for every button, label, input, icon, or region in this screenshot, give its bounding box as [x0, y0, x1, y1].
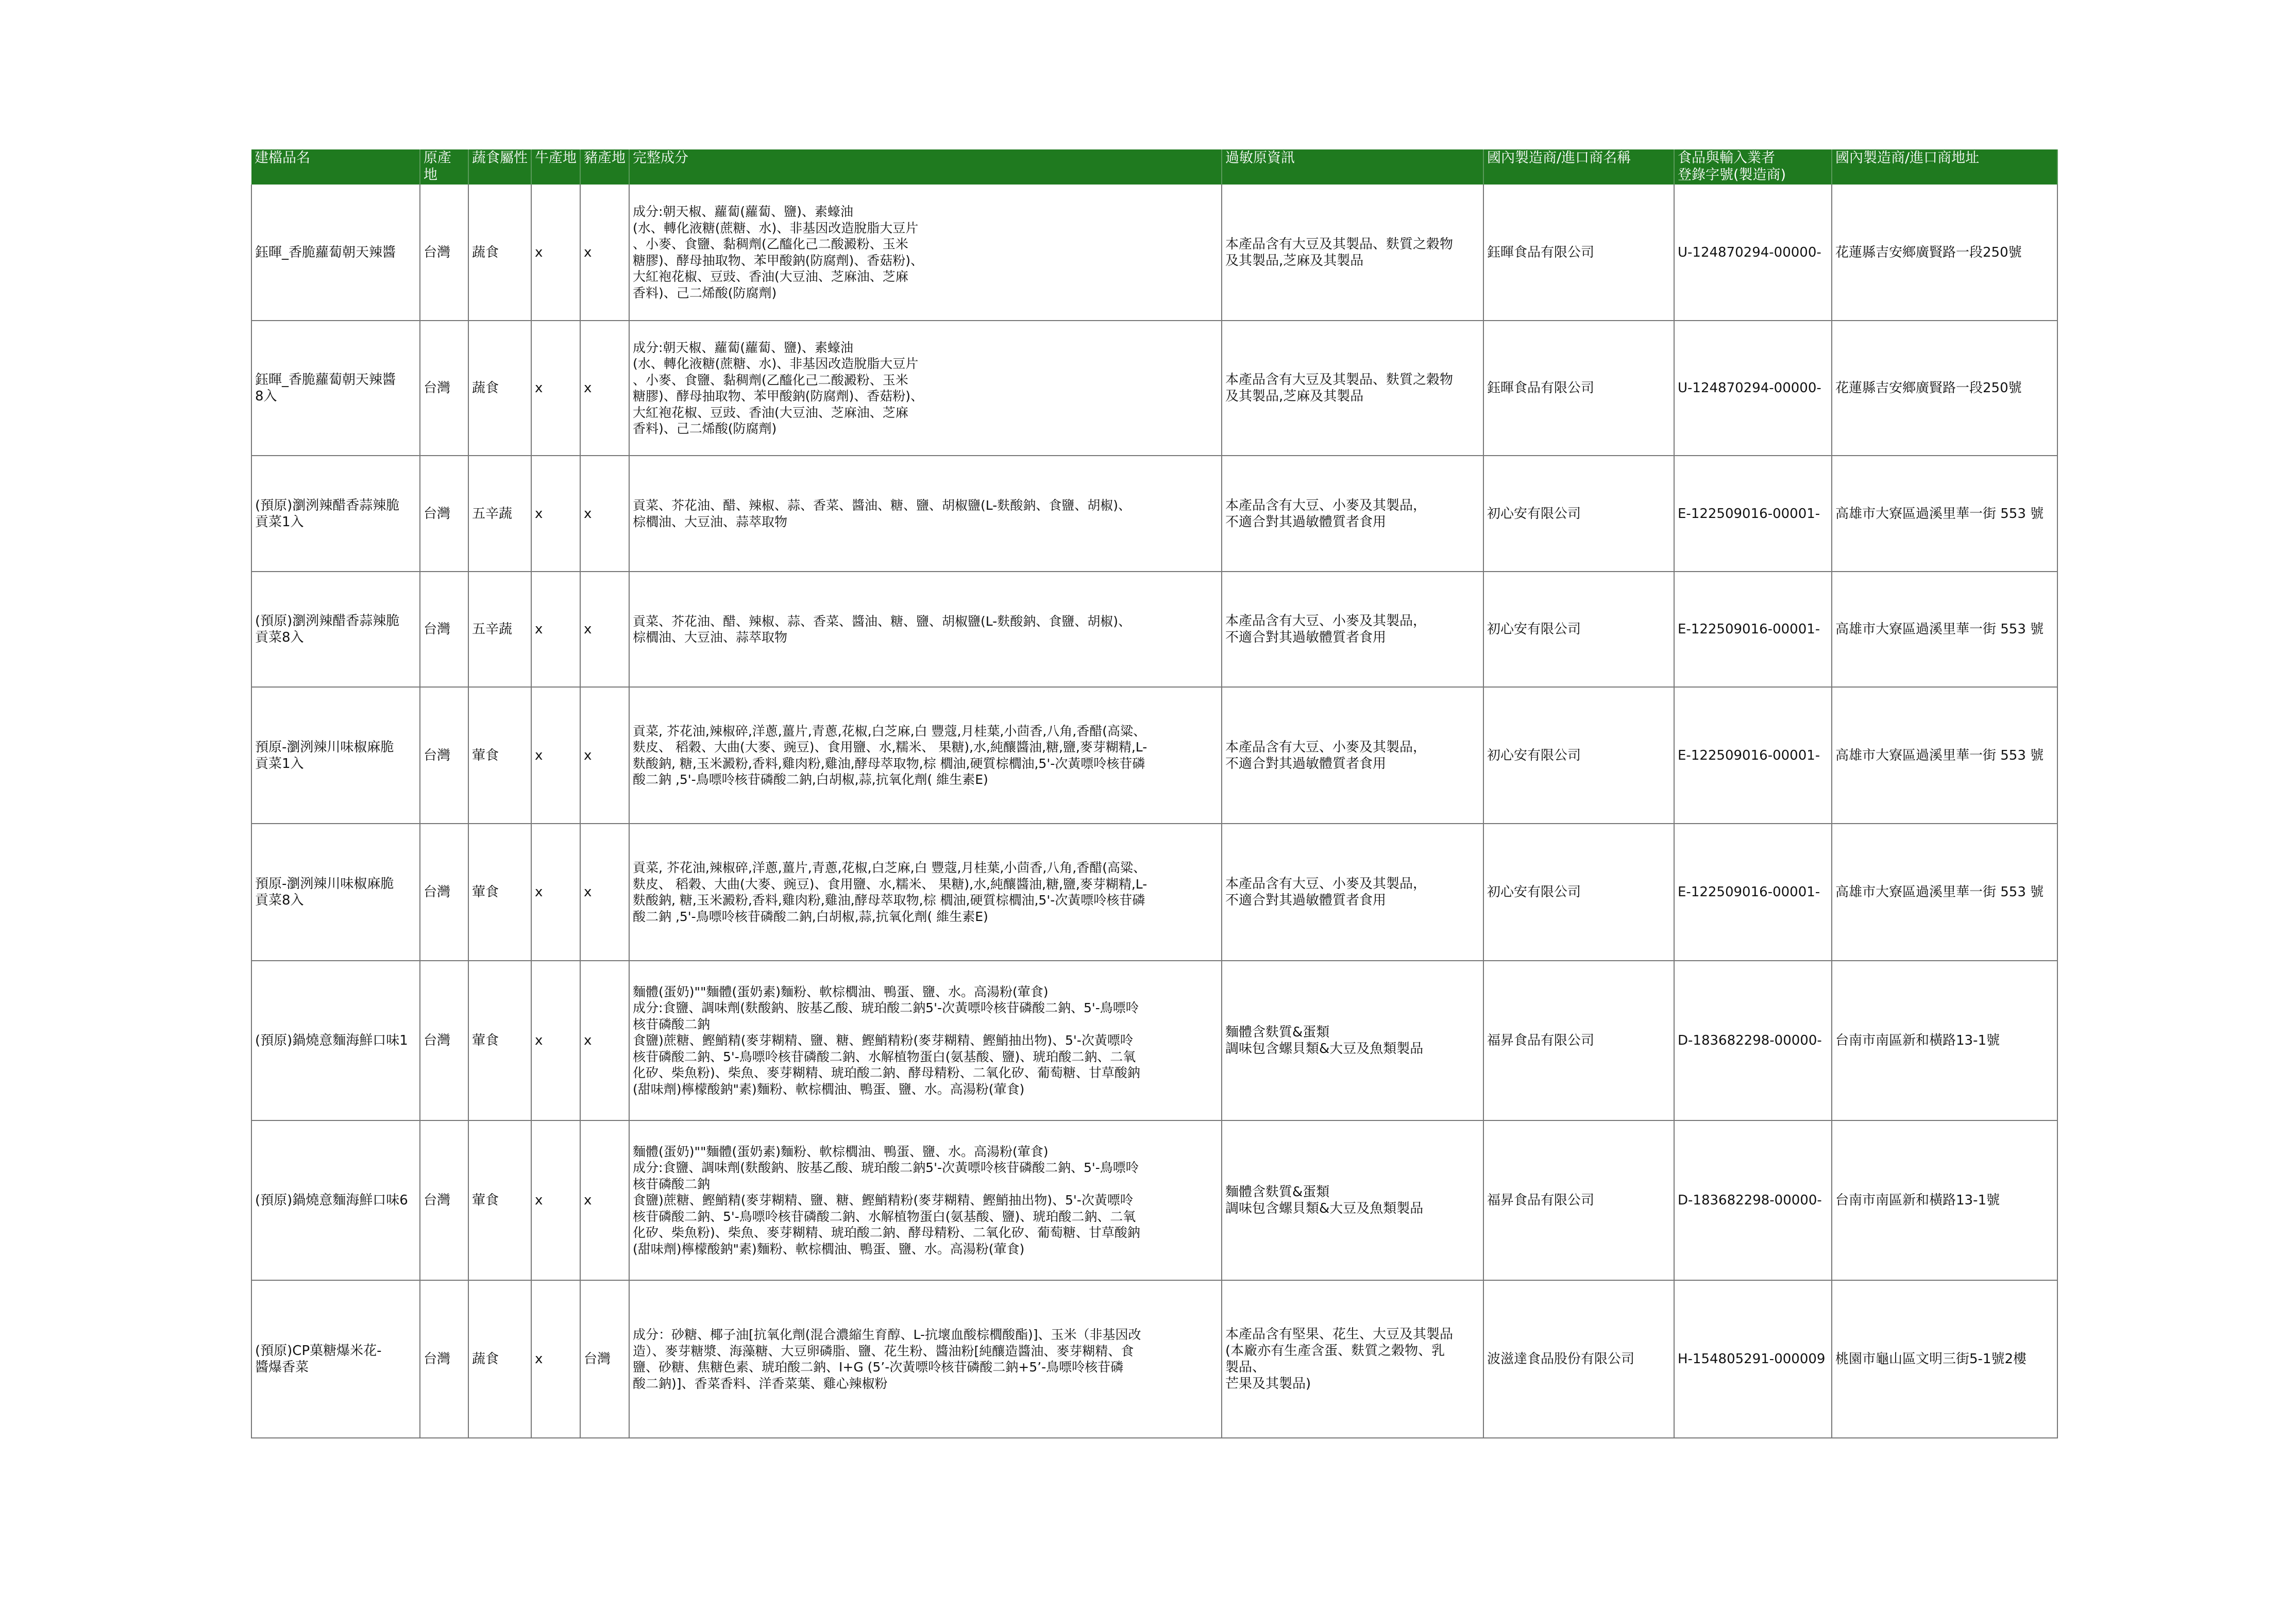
- header-veg-type: 蔬食屬性: [468, 149, 531, 185]
- table-row: [251, 456, 2057, 572]
- cell-beef-origin: x: [531, 185, 580, 321]
- cell-registration: U-124870294-00000-: [1674, 321, 1832, 456]
- cell-pork-origin: x: [580, 1120, 629, 1280]
- cell-registration: D-183682298-00000-: [1674, 961, 1832, 1120]
- cell-beef-origin: x: [531, 687, 580, 824]
- table-row: [251, 1120, 2057, 1280]
- cell-address: 花蓮縣吉安鄉廣賢路一段250號: [1832, 185, 2057, 321]
- cell-origin: 台灣: [420, 687, 468, 824]
- cell-veg-type: 葷食: [468, 961, 531, 1120]
- cell-pork-origin: x: [580, 961, 629, 1120]
- cell-ingredients: 麵體(蛋奶)""麵體(蛋奶素)麵粉、軟棕櫚油、鴨蛋、鹽、水。高湯粉(葷食) 成分:食鹽、調味劑(麩酸鈉、胺基乙酸、琥珀酸二鈉5'-次黃嘌呤核苷磷酸二鈉、5'-鳥嘌呤 核苷磷酸二鈉 食鹽)蔗糖、鰹鮹精(麥芽糊精、鹽、糖、鰹鮹精粉(麥芽糊精、鰹鮹抽出物)、5'-次黃嘌呤 核苷磷酸二鈉、5'-鳥嘌呤核苷磷酸二鈉、水解植物蛋白(氨基酸、鹽)、琥珀酸二鈉、二氧 化矽、柴魚粉)、柴魚、麥芽糊精、琥珀酸二鈉、酵母精粉、二氧化矽、葡萄糖、甘草酸鈉 (甜味劑)檸檬酸鈉"素)麵粉、軟棕櫚油、鴨蛋、鹽、水。高湯粉(葷食): [629, 961, 1222, 1120]
- table-row: [251, 572, 2057, 687]
- cell-registration: U-124870294-00000-: [1674, 185, 1832, 321]
- cell-ingredients: 貢菜, 芥花油,辣椒碎,洋蔥,薑片,青蔥,花椒,白芝麻,白 豐蔻,月桂葉,小茴香,八角,香醋(高粱、 麩皮、 稻穀、大曲(大麥、豌豆)、食用鹽、水,糯米、 果糖),水,純釀醬油,糖,鹽,麥芽糊精,L- 麩酸鈉, 糖,玉米澱粉,香料,雞肉粉,雞油,酵母萃取物,棕 櫚油,硬質棕櫚油,5'-次黃嘌呤核苷磷 酸二鈉 ,5'-鳥嘌呤核苷磷酸二鈉,白胡椒,蒜,抗氧化劑( 維生素E): [629, 687, 1222, 824]
- cell-ingredients: 成分:朝天椒、蘿蔔(蘿蔔、鹽)、素蠔油 (水、轉化液糖(蔗糖、水)、非基因改造脫脂大豆片 、小麥、食鹽、黏稠劑(乙醯化己二酸澱粉、玉米 糖膠)、酵母抽取物、苯甲酸鈉(防腐劑)、香菇粉)、 大紅袍花椒、豆豉、香油(大豆油、芝麻油、芝麻 香料)、己二烯酸(防腐劑): [629, 321, 1222, 456]
- cell-pork-origin: x: [580, 185, 629, 321]
- cell-product-name: 鈺暉_香脆蘿蔔朝天辣醬 8入: [251, 321, 420, 456]
- cell-allergen: 麵體含麩質&蛋類 調味包含螺貝類&大豆及魚類製品: [1222, 961, 1483, 1120]
- cell-pork-origin: x: [580, 687, 629, 824]
- cell-address: 桃園市龜山區文明三街5-1號2樓: [1832, 1280, 2057, 1438]
- cell-maker: 初心安有限公司: [1483, 824, 1674, 961]
- cell-veg-type: 蔬食: [468, 1280, 531, 1438]
- cell-registration: E-122509016-00001-: [1674, 687, 1832, 824]
- header-address: 國內製造商/進口商地址: [1832, 149, 2057, 185]
- cell-pork-origin: x: [580, 824, 629, 961]
- cell-allergen: 本產品含有大豆及其製品、麩質之穀物 及其製品,芝麻及其製品: [1222, 185, 1483, 321]
- cell-ingredients: 貢菜, 芥花油,辣椒碎,洋蔥,薑片,青蔥,花椒,白芝麻,白 豐蔻,月桂葉,小茴香,八角,香醋(高粱、 麩皮、 稻穀、大曲(大麥、豌豆)、食用鹽、水,糯米、 果糖),水,純釀醬油,糖,鹽,麥芽糊精,L- 麩酸鈉, 糖,玉米澱粉,香料,雞肉粉,雞油,酵母萃取物,棕 櫚油,硬質棕櫚油,5'-次黃嘌呤核苷磷 酸二鈉 ,5'-鳥嘌呤核苷磷酸二鈉,白胡椒,蒜,抗氧化劑( 維生素E): [629, 824, 1222, 961]
- cell-maker: 鈺暉食品有限公司: [1483, 185, 1674, 321]
- table-row: [251, 687, 2057, 824]
- cell-allergen: 本產品含有大豆及其製品、麩質之穀物 及其製品,芝麻及其製品: [1222, 321, 1483, 456]
- cell-product-name: (預原)瀏洌辣醋香蒜辣脆 貢菜1入: [251, 456, 420, 572]
- cell-maker: 波滋達食品股份有限公司: [1483, 1280, 1674, 1438]
- cell-product-name: (預原)鍋燒意麵海鮮口味1: [251, 961, 420, 1120]
- cell-origin: 台灣: [420, 1120, 468, 1280]
- cell-origin: 台灣: [420, 1280, 468, 1438]
- cell-veg-type: 五辛蔬: [468, 456, 531, 572]
- cell-product-name: 預原-瀏洌辣川味椒麻脆 貢菜1入: [251, 687, 420, 824]
- cell-origin: 台灣: [420, 824, 468, 961]
- cell-beef-origin: x: [531, 1120, 580, 1280]
- cell-veg-type: 五辛蔬: [468, 572, 531, 687]
- cell-maker: 鈺暉食品有限公司: [1483, 321, 1674, 456]
- cell-ingredients: 成分:朝天椒、蘿蔔(蘿蔔、鹽)、素蠔油 (水、轉化液糖(蔗糖、水)、非基因改造脫脂大豆片 、小麥、食鹽、黏稠劑(乙醯化己二酸澱粉、玉米 糖膠)、酵母抽取物、苯甲酸鈉(防腐劑)、香菇粉)、 大紅袍花椒、豆豉、香油(大豆油、芝麻油、芝麻 香料)、己二烯酸(防腐劑): [629, 185, 1222, 321]
- header-row: [251, 149, 2057, 185]
- cell-address: 花蓮縣吉安鄉廣賢路一段250號: [1832, 321, 2057, 456]
- cell-maker: 福昇食品有限公司: [1483, 961, 1674, 1120]
- cell-product-name: (預原)鍋燒意麵海鮮口味6: [251, 1120, 420, 1280]
- cell-beef-origin: x: [531, 321, 580, 456]
- header-maker: 國內製造商/進口商名稱: [1483, 149, 1674, 185]
- cell-maker: 初心安有限公司: [1483, 687, 1674, 824]
- product-table: [251, 149, 2058, 1438]
- cell-ingredients: 成分：砂糖、椰子油[抗氧化劑(混合濃縮生育醇、L-抗壞血酸棕櫚酸酯)]、玉米（非基因改 造）、麥芽糖漿、海藻糖、大豆卵磷脂、鹽、花生粉、醬油粉[純釀造醬油、麥芽糊精、食 鹽、砂糖、焦糖色素、琥珀酸二鈉、I+G (5’-次黃嘌呤核苷磷酸二鈉+5’-鳥嘌呤核苷磷 酸二鈉)]、香菜香料、洋香菜葉、雞心辣椒粉: [629, 1280, 1222, 1438]
- header-origin: 原產 地: [420, 149, 468, 185]
- cell-origin: 台灣: [420, 321, 468, 456]
- spreadsheet-page: [251, 149, 2058, 1438]
- cell-ingredients: 貢菜、芥花油、醋、辣椒、蒜、香菜、醬油、糖、鹽、胡椒鹽(L-麩酸鈉、食鹽、胡椒)、 棕櫚油、大豆油、蒜萃取物: [629, 456, 1222, 572]
- cell-beef-origin: x: [531, 1280, 580, 1438]
- cell-origin: 台灣: [420, 961, 468, 1120]
- header-beef-origin: 牛產地: [531, 149, 580, 185]
- cell-ingredients: 貢菜、芥花油、醋、辣椒、蒜、香菜、醬油、糖、鹽、胡椒鹽(L-麩酸鈉、食鹽、胡椒)、 棕櫚油、大豆油、蒜萃取物: [629, 572, 1222, 687]
- cell-maker: 福昇食品有限公司: [1483, 1120, 1674, 1280]
- cell-registration: E-122509016-00001-: [1674, 572, 1832, 687]
- cell-origin: 台灣: [420, 456, 468, 572]
- cell-product-name: (預原)瀏洌辣醋香蒜辣脆 貢菜8入: [251, 572, 420, 687]
- cell-pork-origin: x: [580, 456, 629, 572]
- cell-veg-type: 蔬食: [468, 321, 531, 456]
- cell-maker: 初心安有限公司: [1483, 572, 1674, 687]
- cell-address: 高雄市大寮區過溪里華一街 553 號: [1832, 456, 2057, 572]
- header-ingredients: 完整成分: [629, 149, 1222, 185]
- cell-address: 高雄市大寮區過溪里華一街 553 號: [1832, 687, 2057, 824]
- cell-address: 台南市南區新和橫路13-1號: [1832, 1120, 2057, 1280]
- cell-veg-type: 葷食: [468, 1120, 531, 1280]
- cell-veg-type: 葷食: [468, 824, 531, 961]
- cell-beef-origin: x: [531, 824, 580, 961]
- cell-veg-type: 蔬食: [468, 185, 531, 321]
- cell-registration: D-183682298-00000-: [1674, 1120, 1832, 1280]
- cell-origin: 台灣: [420, 572, 468, 687]
- cell-product-name: 鈺暉_香脆蘿蔔朝天辣醬: [251, 185, 420, 321]
- cell-origin: 台灣: [420, 185, 468, 321]
- cell-beef-origin: x: [531, 456, 580, 572]
- cell-pork-origin: x: [580, 572, 629, 687]
- cell-pork-origin: x: [580, 321, 629, 456]
- cell-address: 高雄市大寮區過溪里華一街 553 號: [1832, 824, 2057, 961]
- table-row: [251, 185, 2057, 321]
- cell-registration: E-122509016-00001-: [1674, 456, 1832, 572]
- cell-product-name: (預原)CP菓糖爆米花- 醬爆香菜: [251, 1280, 420, 1438]
- header-registration: 食品與輸入業者 登錄字號(製造商): [1674, 149, 1832, 185]
- cell-allergen: 本產品含有堅果、花生、大豆及其製品 (本廠亦有生產含蛋、麩質之穀物、乳 製品、 芒果及其製品): [1222, 1280, 1483, 1438]
- cell-allergen: 本產品含有大豆、小麥及其製品， 不適合對其過敏體質者食用: [1222, 456, 1483, 572]
- cell-allergen: 麵體含麩質&蛋類 調味包含螺貝類&大豆及魚類製品: [1222, 1120, 1483, 1280]
- cell-address: 高雄市大寮區過溪里華一街 553 號: [1832, 572, 2057, 687]
- cell-maker: 初心安有限公司: [1483, 456, 1674, 572]
- table-row: [251, 961, 2057, 1120]
- table-row: [251, 824, 2057, 961]
- header-allergen: 過敏原資訊: [1222, 149, 1483, 185]
- header-pork-origin: 豬產地: [580, 149, 629, 185]
- cell-allergen: 本產品含有大豆、小麥及其製品， 不適合對其過敏體質者食用: [1222, 572, 1483, 687]
- table-row: [251, 321, 2057, 456]
- cell-ingredients: 麵體(蛋奶)""麵體(蛋奶素)麵粉、軟棕櫚油、鴨蛋、鹽、水。高湯粉(葷食) 成分:食鹽、調味劑(麩酸鈉、胺基乙酸、琥珀酸二鈉5'-次黃嘌呤核苷磷酸二鈉、5'-鳥嘌呤 核苷磷酸二鈉 食鹽)蔗糖、鰹鮹精(麥芽糊精、鹽、糖、鰹鮹精粉(麥芽糊精、鰹鮹抽出物)、5'-次黃嘌呤 核苷磷酸二鈉、5'-鳥嘌呤核苷磷酸二鈉、水解植物蛋白(氨基酸、鹽)、琥珀酸二鈉、二氧 化矽、柴魚粉)、柴魚、麥芽糊精、琥珀酸二鈉、酵母精粉、二氧化矽、葡萄糖、甘草酸鈉 (甜味劑)檸檬酸鈉"素)麵粉、軟棕櫚油、鴨蛋、鹽、水。高湯粉(葷食): [629, 1120, 1222, 1280]
- cell-veg-type: 葷食: [468, 687, 531, 824]
- cell-product-name: 預原-瀏洌辣川味椒麻脆 貢菜8入: [251, 824, 420, 961]
- cell-registration: H-154805291-000009: [1674, 1280, 1832, 1438]
- cell-registration: E-122509016-00001-: [1674, 824, 1832, 961]
- cell-allergen: 本產品含有大豆、小麥及其製品， 不適合對其過敏體質者食用: [1222, 824, 1483, 961]
- table-row: [251, 1280, 2057, 1438]
- cell-address: 台南市南區新和橫路13-1號: [1832, 961, 2057, 1120]
- header-product-name: 建檔品名: [251, 149, 420, 185]
- cell-beef-origin: x: [531, 572, 580, 687]
- cell-allergen: 本產品含有大豆、小麥及其製品， 不適合對其過敏體質者食用: [1222, 687, 1483, 824]
- cell-pork-origin: 台灣: [580, 1280, 629, 1438]
- cell-beef-origin: x: [531, 961, 580, 1120]
